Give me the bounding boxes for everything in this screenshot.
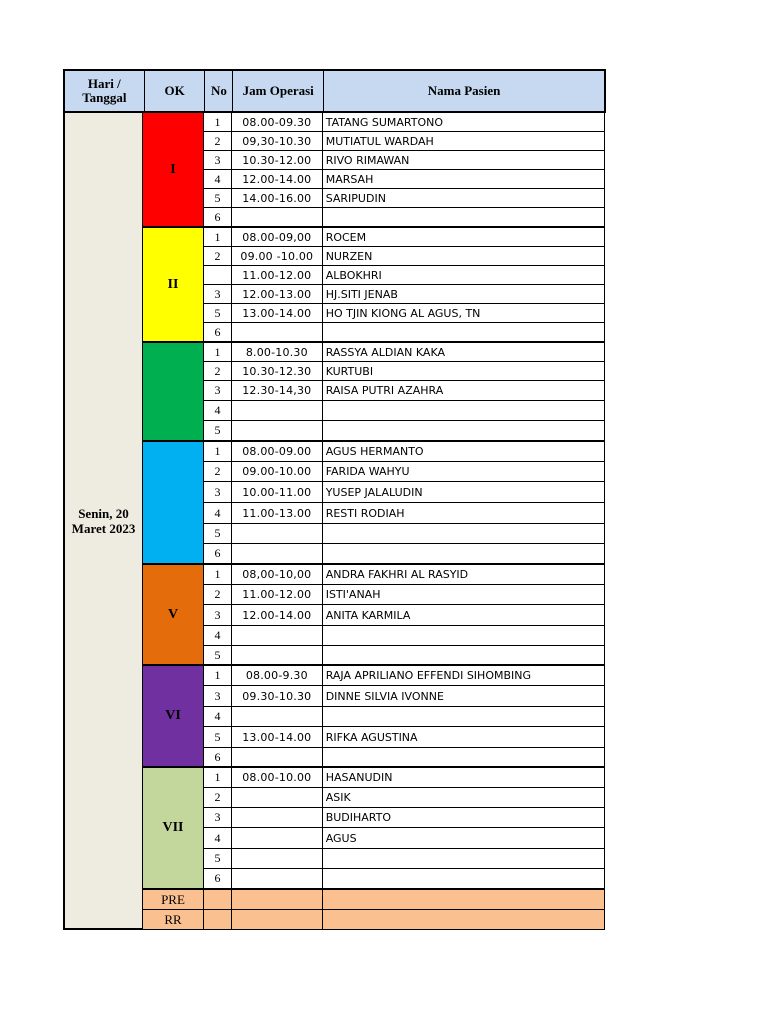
operation-time — [232, 808, 323, 827]
patient-name — [323, 646, 604, 664]
patient-name: RAISA PUTRI AZAHRA — [325, 384, 444, 397]
operation-time — [232, 401, 323, 420]
patient-name — [323, 849, 604, 868]
row-number: 4 — [204, 707, 232, 726]
table-row — [204, 462, 605, 482]
table-row — [204, 343, 605, 362]
table-row — [204, 605, 605, 626]
bottom-row-label: RR — [143, 910, 204, 929]
row-number: 3 — [204, 151, 232, 169]
table-row — [204, 869, 605, 890]
row-number: 2 — [204, 585, 232, 604]
operation-time: 12.00-13.00 — [232, 285, 323, 303]
date-cell — [63, 113, 143, 930]
ok-room-3 — [143, 343, 204, 442]
table-row — [204, 381, 605, 401]
table-row — [204, 247, 605, 266]
operation-time — [232, 421, 323, 440]
row-number: 5 — [204, 304, 232, 322]
operation-time: 13.00-14.00 — [232, 304, 323, 322]
operation-time — [232, 828, 323, 848]
operation-time: 11.00-13.00 — [232, 503, 323, 523]
table-row — [204, 808, 605, 828]
operation-time: 09.00-10.00 — [232, 462, 323, 481]
row-number: 1 — [204, 228, 232, 246]
table-row — [204, 151, 605, 170]
table-row — [204, 565, 605, 585]
patient-name: HO TJIN KIONG AL AGUS, TN — [325, 306, 481, 320]
patient-name: MUTIATUL WARDAH — [325, 134, 434, 148]
row-number: 5 — [204, 727, 232, 747]
table-row — [204, 503, 605, 524]
row-number: 2 — [204, 247, 232, 265]
ok-room-1 — [143, 113, 204, 228]
patient-name — [323, 524, 604, 543]
table-row — [204, 686, 605, 707]
table-row — [204, 285, 605, 304]
table-row — [204, 768, 605, 788]
row-number: 6 — [204, 748, 232, 766]
table-row — [204, 266, 605, 285]
operation-time — [232, 849, 323, 868]
header-hari-tanggal: Hari / Tanggal — [65, 71, 145, 111]
patient-name: ANITA KARMILA — [325, 608, 411, 622]
table-row — [204, 727, 605, 748]
header-ok: OK — [145, 71, 206, 111]
table-header — [63, 69, 606, 113]
patient-name: RIFKA AGUSTINA — [325, 730, 418, 744]
row-number: 1 — [204, 113, 232, 131]
table-row — [204, 646, 605, 666]
row-number: 6 — [204, 544, 232, 563]
row-number: 3 — [204, 808, 232, 827]
table-row — [204, 828, 605, 849]
operation-time: 08.00-09.30 — [232, 113, 323, 131]
bottom-row-rr — [143, 910, 605, 930]
patient-name — [323, 401, 604, 420]
row-number: 4 — [204, 828, 232, 848]
row-number: 1 — [204, 343, 232, 361]
patient-name: SARIPUDIN — [325, 191, 386, 205]
operation-time: 14.00-16.00 — [232, 189, 323, 207]
table-row — [204, 362, 605, 381]
row-number: 3 — [204, 605, 232, 625]
row-number: 5 — [204, 189, 232, 207]
table-row — [204, 524, 605, 544]
row-number: 3 — [204, 482, 232, 502]
row-number: 5 — [204, 524, 232, 543]
ok-room-6 — [143, 666, 204, 768]
table-row — [204, 626, 605, 646]
operation-time: 8.00-10.30 — [232, 343, 323, 361]
row-number: 3 — [204, 285, 232, 303]
ok-room-2 — [143, 228, 204, 343]
row-number: 1 — [204, 565, 232, 584]
patient-name: HASANUDIN — [325, 771, 393, 784]
patient-name: RAJA APRILIANO EFFENDI SIHOMBING — [325, 669, 532, 682]
operation-time: 12.00-14.00 — [232, 170, 323, 188]
patient-name: DINNE SILVIA IVONNE — [325, 689, 444, 703]
table-row — [204, 666, 605, 686]
ok-room-label: VI — [165, 708, 181, 723]
operation-time: 08,00-10,00 — [232, 565, 323, 584]
row-number: 4 — [204, 401, 232, 420]
operation-time: 10.30-12.00 — [232, 151, 323, 169]
ok-room-7 — [143, 768, 204, 890]
operation-time: 09,30-10.30 — [232, 132, 323, 150]
patient-name: ISTI'ANAH — [325, 588, 381, 601]
row-number: 1 — [204, 442, 232, 461]
patient-name: AGUS — [325, 831, 357, 845]
patient-name — [323, 544, 604, 563]
patient-name — [323, 323, 604, 341]
table-row — [204, 401, 605, 421]
ok-room-4 — [143, 442, 204, 565]
patient-name: ALBOKHRI — [325, 268, 382, 282]
table-row — [204, 544, 605, 565]
patient-name — [323, 869, 604, 888]
row-number: 5 — [204, 646, 232, 664]
operation-time: 09.00 -10.00 — [232, 247, 323, 265]
table-row — [204, 170, 605, 189]
table-row — [204, 585, 605, 605]
empty-cell — [204, 890, 232, 909]
row-number: 6 — [204, 869, 232, 888]
operation-time: 12.30-14,30 — [232, 381, 323, 400]
ok-room-label: II — [167, 276, 179, 292]
ok-room-5 — [143, 565, 204, 666]
row-number: 1 — [204, 666, 232, 685]
patient-name: FARIDA WAHYU — [325, 465, 410, 478]
operation-time: 08.00-09.00 — [232, 442, 323, 461]
patient-name — [323, 626, 604, 645]
table-row — [204, 707, 605, 727]
operation-time: 10.00-11.00 — [232, 482, 323, 502]
operation-time — [232, 748, 323, 766]
operation-time: 09.30-10.30 — [232, 686, 323, 706]
header-no: No — [205, 71, 233, 111]
row-number: 1 — [204, 768, 232, 787]
empty-cell — [232, 910, 323, 929]
operation-time — [232, 323, 323, 341]
table-row — [204, 849, 605, 869]
header-jam-operasi: Jam Operasi — [233, 71, 324, 111]
operation-time: 08.00-10.00 — [232, 768, 323, 787]
ok-room-label: V — [167, 606, 179, 622]
table-row — [204, 228, 605, 247]
operation-time — [232, 869, 323, 888]
table-row — [204, 482, 605, 503]
operation-time: 08.00-9.30 — [232, 666, 323, 685]
patient-name — [323, 707, 604, 726]
empty-cell — [323, 890, 604, 909]
patient-name: AGUS HERMANTO — [325, 445, 424, 458]
header-nama-pasien: Nama Pasien — [427, 83, 501, 98]
table-row — [204, 208, 605, 228]
empty-cell — [232, 890, 323, 909]
table-row — [204, 113, 605, 132]
patient-name — [323, 421, 604, 440]
patient-name: ASIK — [325, 791, 351, 804]
table-row — [204, 421, 605, 442]
table-row — [204, 189, 605, 208]
patient-name: NURZEN — [325, 249, 373, 263]
row-number: 3 — [204, 686, 232, 706]
operation-time: 08.00-09,00 — [232, 228, 323, 246]
patient-name: TATANG SUMARTONO — [325, 115, 444, 129]
operation-time — [232, 208, 323, 226]
empty-cell — [323, 910, 604, 929]
row-number: 2 — [204, 362, 232, 380]
patient-name — [323, 748, 604, 766]
ok-room-label: VII — [162, 820, 184, 835]
empty-cell — [204, 910, 232, 929]
date-label: Senin, 20 Maret 2023 — [71, 505, 136, 536]
row-number: 6 — [204, 208, 232, 226]
patient-name: YUSEP JALALUDIN — [325, 485, 423, 499]
row-number: 2 — [204, 462, 232, 481]
patient-name — [323, 208, 604, 226]
table-row — [204, 304, 605, 323]
row-number: 6 — [204, 323, 232, 341]
table-row — [204, 748, 605, 768]
table-row — [204, 323, 605, 343]
operation-time: 10.30-12.30 — [232, 362, 323, 380]
row-number: 2 — [204, 132, 232, 150]
row-number: 3 — [204, 381, 232, 400]
operation-time: 13.00-14.00 — [232, 727, 323, 747]
operation-time: 11.00-12.00 — [232, 585, 323, 604]
row-number: 4 — [204, 170, 232, 188]
patient-name: MARSAH — [325, 172, 374, 186]
patient-name: KURTUBI — [325, 364, 374, 378]
table-row — [204, 132, 605, 151]
patient-name: BUDIHARTO — [325, 811, 392, 824]
patient-name: RESTI RODIAH — [325, 506, 405, 520]
bottom-row-pre — [143, 890, 605, 910]
row-number: 4 — [204, 503, 232, 523]
table-row — [204, 788, 605, 808]
row-number: 5 — [204, 421, 232, 440]
row-number — [204, 266, 232, 284]
operation-time — [232, 524, 323, 543]
row-number: 2 — [204, 788, 232, 807]
patient-name: HJ.SITI JENAB — [325, 287, 398, 301]
patient-name: ANDRA FAKHRI AL RASYID — [325, 568, 469, 581]
operation-time — [232, 626, 323, 645]
patient-name: ROCEM — [325, 230, 367, 244]
row-number: 4 — [204, 626, 232, 645]
operation-time — [232, 788, 323, 807]
operation-time — [232, 544, 323, 563]
table-row — [204, 442, 605, 462]
patient-name: RIVO RIMAWAN — [325, 153, 410, 167]
operation-time — [232, 646, 323, 664]
operation-time: 11.00-12.00 — [232, 266, 323, 284]
row-number: 5 — [204, 849, 232, 868]
ok-room-label: I — [170, 161, 176, 177]
bottom-row-label: PRE — [143, 890, 204, 909]
operation-time — [232, 707, 323, 726]
operation-time: 12.00-14.00 — [232, 605, 323, 625]
patient-name: RASSYA ALDIAN KAKA — [325, 345, 445, 359]
